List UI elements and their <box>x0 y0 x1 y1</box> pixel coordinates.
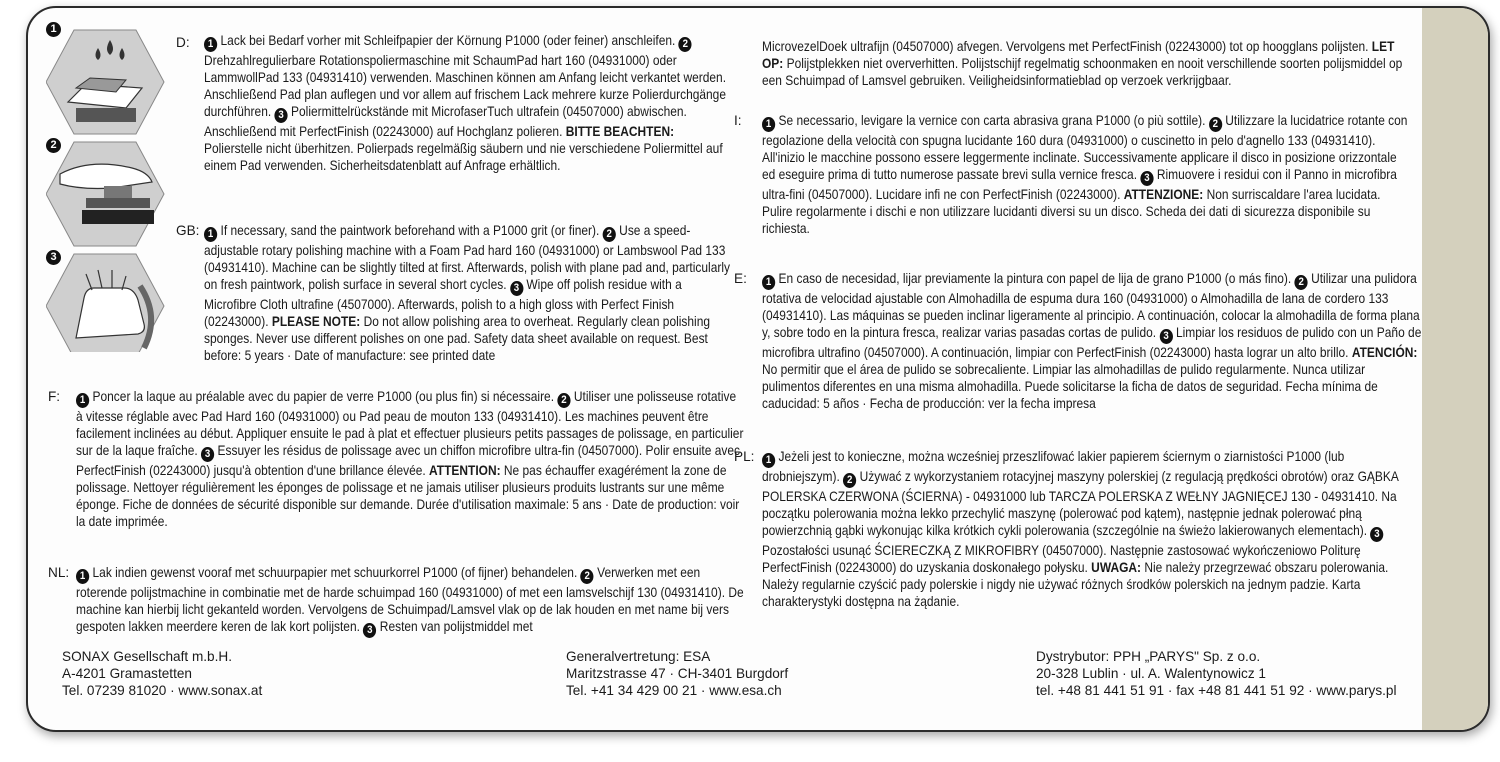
de-note-label: BITTE BEACHTEN: <box>565 124 675 139</box>
lang-code-es: E: <box>734 271 747 286</box>
lang-code-it: I: <box>734 113 742 128</box>
gb-step-1: If necessary, sand the paintwork beforehand with a P1000 grit (or finer). <box>220 223 600 238</box>
text-nl <box>76 564 745 638</box>
lang-code-fr: F: <box>48 389 61 404</box>
icon-marker-3: 3 <box>46 250 61 265</box>
text-es <box>762 270 1422 412</box>
step-marker: 1 <box>204 37 217 52</box>
pl-step-1: Jeżeli jest to konieczne, można wcześniej przeszlifować lakier papierem ściernym o ziarnistości P1000 (lub drobniejszym). <box>762 449 1345 484</box>
de-step-3: Poliermittelrückstände mit MicrofaserTuch ultrafein (04507000) abwischen. Anschließend mit PerfectFinish (02243000) auf Hochglanz polieren. <box>204 104 687 139</box>
footer-sonax <box>62 648 262 699</box>
de-step-1: Lack bei Bedarf vorher mit Schleifpapier der Körnung P1000 (oder feiner) anschleifen. <box>220 33 676 48</box>
pl-note: Nie należy przegrzewać obszaru polerowania. Należy regularnie czyścić pady polerskie i nigdy nie używać różnych środków polerskich na jednym padzie. Karta charakterystyki dostępna na żądanie. <box>762 560 1389 609</box>
pl-step-2: Używać z wykorzystaniem rotacyjnej maszyny polerskiej (z regulacją prędkości obrotów) oraz GĄBKA POLERSKA CZERWONA (ŚCIERNA) - 04931000 lub TARCZA POLERSKA Z WEŁNY JAGNIĘCEJ 130 - 04931410. Na początku polerowania można lekko przechylić maszynę (polerować pod kątem), następnie jednak polerować płną powierzchnią gąbki wykonując kilka krótkich cykli polerowania (szczególnie na świeżo lakierowanych elementach). <box>762 469 1399 538</box>
gb-step-3: Wipe off polish residue with a Microfibre Cloth ultrafine (4507000). Afterwards, polish to a high gloss with Perfect Finish (02243000). <box>204 277 682 329</box>
fr-note-label: ATTENTION: <box>429 463 501 478</box>
icon-marker-2: 2 <box>46 138 61 153</box>
pl-note-label: UWAGA: <box>1091 560 1142 575</box>
footer-parys-name: Dystrybutor: PPH „PARYS" Sp. z o.o. <box>1036 649 1261 664</box>
es-step-2: Utilizar una pulidora rotativa de velocidad ajustable con Almohadilla de espuma dura 160 (04931000) o Almohadilla de lana de cordero 133 (04931410). Las máquinas se pueden inclinar ligeramente al principio. A continuación, colocar la almohadilla de forma plana y, sobre todo en la pintura fresca, realizar varias pasadas cortas de pulido. <box>762 271 1420 340</box>
es-note-label: ATENCIÓN: <box>1351 345 1418 360</box>
step-marker: 3 <box>1370 527 1383 542</box>
lang-code-de: D: <box>176 35 190 50</box>
step-marker: 3 <box>201 447 214 462</box>
step-marker: 3 <box>1159 329 1172 344</box>
footer-esa-name: Generalvertretung: ESA <box>566 649 711 664</box>
instruction-label <box>26 6 1490 732</box>
footer-sonax-contact: Tel. 07239 81020 · www.sonax.at <box>62 683 263 698</box>
it-note-label: ATTENZIONE: <box>1123 187 1204 202</box>
nl-note: Polijstplekken niet oververhitten. Polijstschijf regelmatig schoonmaken en nooit verschillende soorten polijsmiddel op een Schuimpad of Lamsvel gebruiken. Veiligheidsinformatieblad op verzoek verkrijgbaar. <box>762 56 1403 88</box>
it-step-1: Se necessario, levigare la vernice con carta abrasiva grana P1000 (o più sottile). <box>778 113 1206 128</box>
text-fr <box>76 388 745 530</box>
fr-step-2: Utiliser une polisseuse rotative à vitesse réglable avec Pad Hard 160 (04931000) ou Pad peau de mouton 133 (04931410). Les machines peuvent être facilement inclinées au début. Appliquer ensuite le pad à plat et effectuer plusieurs petits passages de polissage, en particulier sur de la laque fraîche. <box>76 389 744 458</box>
step-marker: 2 <box>603 227 616 242</box>
step-marker: 2 <box>581 569 594 584</box>
text-it <box>762 112 1413 237</box>
fr-step-3: Essuyer les résidus de polissage avec un chiffon microfibre ultra-fin (04507000). Polir ensuite avec PerfectFinish (02243000) jusqu'à obtention d'une brillance élevée. <box>76 443 740 478</box>
gb-note-label: PLEASE NOTE: <box>271 314 361 329</box>
step-icons-graphic <box>46 22 166 352</box>
footer-esa-contact: Tel. +41 34 429 00 21 · www.esa.ch <box>566 683 782 698</box>
nl-note-label: LET OP: <box>762 39 1395 71</box>
step-marker: 1 <box>762 453 775 468</box>
step-marker: 1 <box>76 569 89 584</box>
polishing-machine-icon <box>46 142 164 246</box>
step-marker: 2 <box>1295 275 1308 290</box>
step-marker: 1 <box>762 275 775 290</box>
step-marker: 1 <box>762 117 775 132</box>
step-marker: 2 <box>843 473 856 488</box>
it-note: Non surriscaldare l'area lucidata. Pulire regolarmente i dischi e non utilizzare lucidanti diversi su un disco. Scheda dei dati di sicurezza disponibile su richiesta. <box>762 187 1381 236</box>
it-step-2: Utilizzare la lucidatrice rotante con regolazione della velocità con spugna lucidante 160 dura (04931000) o cuscinetto in pelo d'agnello 133 (04931410). All'inizio le macchine possono essere leggermente inclinate. Successivamente applicare il disco in posizione orizzontale ed eseguire prima di tutto numerose passate brevi sulla vernice fresca. <box>762 113 1408 182</box>
fr-step-1: Poncer la laque au préalable avec du papier de verre P1000 (ou plus fin) si nécessaire. <box>92 389 555 404</box>
step-icons <box>46 22 166 357</box>
sanding-icon <box>46 30 164 134</box>
nl-step-3: Resten van polijstmiddel met <box>379 619 533 634</box>
es-step-1: En caso de necesidad, lijar previamente la pintura con papel de lija de grano P1000 (o más fino). <box>778 271 1292 286</box>
beige-edge-strip <box>1422 8 1488 730</box>
lang-code-pl: PL: <box>734 449 755 464</box>
footer-esa-address: Maritzstrasse 47 · CH-3401 Burgdorf <box>566 666 789 681</box>
de-step-2: Drehzahlregulierbare Rotationspoliermaschine mit SchaumPad hart 160 (04931000) oder LammwollPad 133 (04931410) verwenden. Maschinen können am Anfang leicht verkantet werden. Anschließend Pad plan auflegen und vor allem auf frischem Lack mehrere kurze Polierdurchgänge durchführen. <box>204 53 727 119</box>
step-marker: 3 <box>510 281 523 296</box>
step-marker: 3 <box>274 108 287 123</box>
nl-step-1: Lak indien gewenst vooraf met schuurpapier met schuurkorrel P1000 (of fijner) behandelen. <box>92 565 578 580</box>
step-marker: 1 <box>204 227 217 242</box>
step-marker: 2 <box>557 393 570 408</box>
de-note: Polierstelle nicht überhitzen. Polierpads regelmäßig säubern und nie verschiedene Poliermittel auf einem Pad verwenden. Sicherheitsdatenblatt auf Anfrage erhältlich. <box>204 141 723 173</box>
it-step-3: Rimuovere i residui con il Panno in microfibra ultra-fini (04507000). Lucidare infi ne con PerfectFinish (02243000). <box>762 167 1397 202</box>
footer-parys-contact: tel. +48 81 441 51 91 · fax +48 81 441 51 92 · www.parys.pl <box>1036 683 1397 698</box>
pl-step-3: Pozostałości usunąć ŚCIERECZKĄ Z MIKROFIBRY (04507000). Następnie zastosować wykończeniowo Politurę PerfectFinish (02243000) do uzyskania doskonałego połysku. <box>762 543 1361 575</box>
icon-marker-1: 1 <box>46 22 61 37</box>
fr-note: Ne pas échauffer exagérément la zone de polissage. Nettoyer régulièrement les éponges de polissage et ne jamais utiliser plusieurs produits lustrants sur une même éponge. Fiche de données de sécurité disponible sur demande. Durée d'utilisation maximale: 5 ans · Date de production: voir la date imprimée. <box>76 463 740 529</box>
gb-step-2: Use a speed-adjustable rotary polishing machine with a Foam Pad hard 160 (04931000) or Lambswool Pad 133 (04931410). Machine can be slightly tilted at first. Afterwards, polish with plane pad and, particularly on fresh paintwork, polish surface in several short cycles. <box>204 223 730 292</box>
step-marker: 1 <box>76 393 89 408</box>
footer-parys <box>1036 648 1396 699</box>
text-pl <box>762 448 1422 610</box>
lang-code-gb: GB: <box>176 223 200 238</box>
es-step-3: Limpiar los residuos de pulido con un Paño de microfibra ultrafino (04507000). A continuación, limpiar con PerfectFinish (02243000) hasta lograr un alto brillo. <box>762 325 1422 360</box>
step-marker: 3 <box>363 623 376 638</box>
step-marker: 3 <box>1140 171 1153 186</box>
footer-esa <box>566 648 788 699</box>
step-marker: 2 <box>679 37 692 52</box>
footer-parys-address: 20-328 Lublin · ul. A. Walentynowicz 1 <box>1036 666 1266 681</box>
text-gb <box>204 222 732 364</box>
text-de <box>204 32 732 174</box>
footer-sonax-address: A-4201 Gramastetten <box>62 666 192 681</box>
wiping-hand-icon <box>46 254 164 352</box>
lang-code-nl: NL: <box>48 565 70 580</box>
footer-sonax-name: SONAX Gesellschaft m.b.H. <box>62 649 232 664</box>
gb-note: Do not allow polishing area to overheat. Regularly clean polishing sponges. Never use different polishes on one pad. Safety data sheet available on request. Best before: 5 years · Date of manufacture: see printed date <box>204 314 711 363</box>
es-note: No permitir que el área de pulido se sobrecaliente. Limpiar las almohadillas de pulido regularmente. Nunca utilizar pulimentos diferentes en una misma almohadilla. Puede solicitarse la ficha de datos de seguridad. Fecha mínima de caducidad: 5 años · Fecha de producción: ver la fecha impresa <box>762 362 1378 411</box>
nl-step-3-cont: MicrovezelDoek ultrafijn (04507000) afvegen. Vervolgens met PerfectFinish (02243000) tot op hoogglans polijsten. <box>762 39 1369 54</box>
nl-step-2: Verwerken met een roterende polijstmachine in combinatie met de harde schuimpad 160 (04931000) of met een lamsvelschijf 130 (04931410). De machine kan hierbij licht gekanteld worden. Vervolgens de Schuimpad/Lamsvel vlak op de lak houden en met name bij vers gespoten lakken meerdere keren de lak kort polijsten. <box>76 565 744 634</box>
text-nl-continued <box>762 38 1404 89</box>
step-marker: 2 <box>1209 117 1222 132</box>
